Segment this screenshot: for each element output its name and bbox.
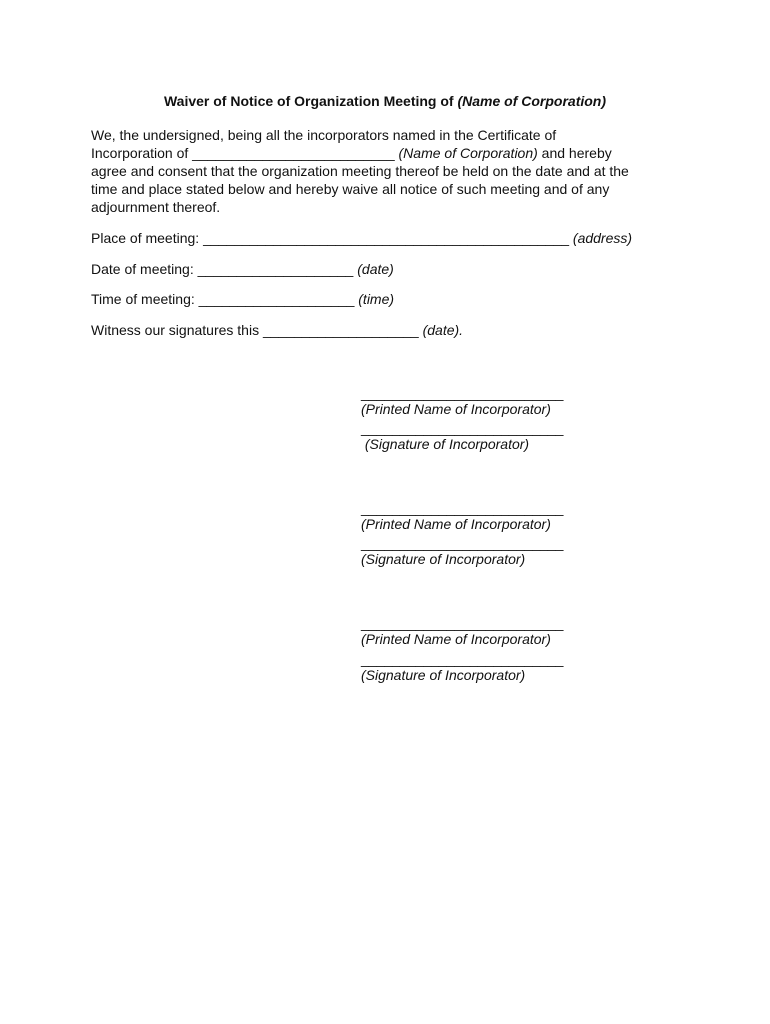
signature-block-1 xyxy=(361,385,563,417)
title-main: Waiver of Notice of Organization Meeting of xyxy=(163,93,458,109)
field-hint: (time) xyxy=(354,291,395,307)
intro-line: adjournment thereof. xyxy=(91,199,221,215)
field-hint: (date). xyxy=(418,322,464,338)
printed-name-line[interactable]: __________________________ xyxy=(361,385,564,401)
signature-block-3-sign xyxy=(361,651,563,683)
intro-line xyxy=(91,144,681,162)
time-of-meeting-field xyxy=(91,291,394,307)
field-hint: (address) xyxy=(569,230,633,246)
title-italic: (Name of Corporation) xyxy=(457,93,607,109)
printed-name-caption: (Printed Name of Incorporator) xyxy=(361,401,551,417)
witness-date-blank[interactable]: ____________________ xyxy=(262,322,419,338)
place-blank[interactable]: _______________________________________________ xyxy=(203,230,570,246)
signature-block-1-sign xyxy=(361,420,563,452)
signature-caption: (Signature of Incorporator) xyxy=(361,667,526,683)
signature-block-2 xyxy=(361,500,563,532)
intro-text: and hereby xyxy=(537,145,612,161)
printed-name-caption: (Printed Name of Incorporator) xyxy=(361,631,551,647)
signature-block-2-sign xyxy=(361,535,563,567)
corporation-name-hint: (Name of Corporation) xyxy=(394,145,538,161)
date-of-meeting-field xyxy=(91,261,394,277)
field-label: Place of meeting: xyxy=(91,230,204,246)
intro-line: time and place stated below and hereby waive all notice of such meeting and of any xyxy=(91,181,610,197)
intro-line: We, the undersigned, being all the incorporators named in the Certificate of xyxy=(91,127,557,143)
corporation-name-blank[interactable]: __________________________ xyxy=(192,145,395,161)
intro-text: Incorporation of xyxy=(91,145,193,161)
intro-paragraph xyxy=(91,126,681,216)
signature-line[interactable]: __________________________ xyxy=(361,420,564,436)
printed-name-caption: (Printed Name of Incorporator) xyxy=(361,516,551,532)
place-of-meeting-field xyxy=(91,230,632,246)
signature-line[interactable]: __________________________ xyxy=(361,651,564,667)
field-label: Date of meeting: xyxy=(91,261,198,277)
signature-caption: (Signature of Incorporator) xyxy=(361,551,526,567)
intro-line: agree and consent that the organization meeting thereof be held on the date and at the xyxy=(91,163,629,179)
witness-field xyxy=(91,322,463,338)
printed-name-line[interactable]: __________________________ xyxy=(361,500,564,516)
printed-name-line[interactable]: __________________________ xyxy=(361,615,564,631)
document-title xyxy=(0,93,770,109)
field-hint: (date) xyxy=(353,261,394,277)
date-blank[interactable]: ____________________ xyxy=(197,261,354,277)
field-label: Time of meeting: xyxy=(91,291,199,307)
signature-caption: (Signature of Incorporator) xyxy=(361,436,530,452)
time-blank[interactable]: ____________________ xyxy=(198,291,355,307)
field-label: Witness our signatures this xyxy=(91,322,263,338)
signature-line[interactable]: __________________________ xyxy=(361,535,564,551)
signature-block-3 xyxy=(361,615,563,647)
